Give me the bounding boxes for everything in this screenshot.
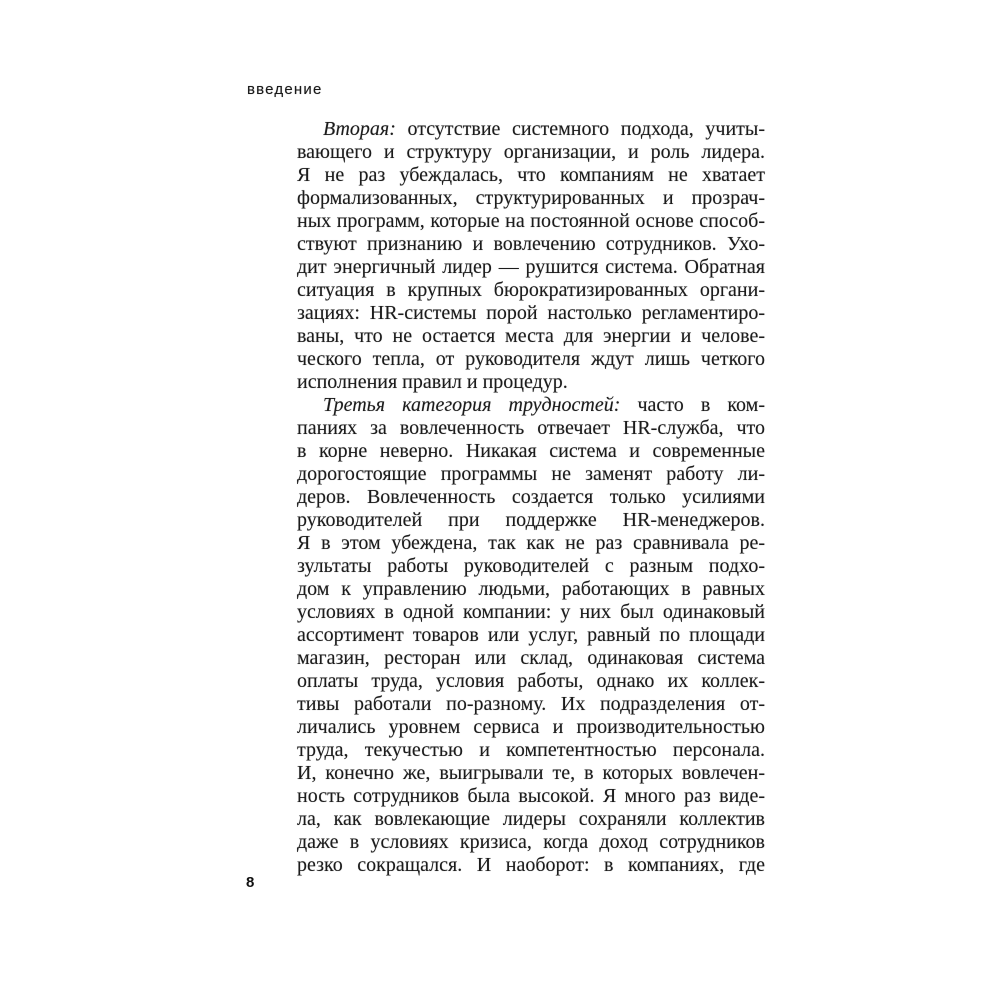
text-line: зациях: HR-системы порой настолько регламентиро- xyxy=(297,302,765,324)
text-line: ассортимент товаров или услуг, равный по площади xyxy=(297,624,765,646)
text-line: ла, как вовлекающие лидеры сохраняли коллектив xyxy=(297,808,765,830)
text-line: исполнения правил и процедур. xyxy=(297,371,568,393)
text-line: тивы работали по-разному. Их подразделения от- xyxy=(297,693,765,715)
text-line: Я в этом убеждена, так как не раз сравнивала ре- xyxy=(297,532,765,554)
text-line: ваны, что не остается места для энергии и челове- xyxy=(297,325,765,347)
text-line: деров. Вовлеченность создается только усилиями xyxy=(297,486,765,508)
text-line: Вторая: отсутствие системного подхода, учиты- xyxy=(323,118,765,140)
paragraph xyxy=(297,394,765,877)
text-line: ситуация в крупных бюрократизированных органи- xyxy=(297,279,765,301)
text-line: зультаты работы руководителей с разным подхо- xyxy=(297,555,765,577)
running-header: введение xyxy=(247,81,323,98)
text-line: вающего и структуру организации, и роль лидера. xyxy=(297,141,765,163)
text-line: труда, текучестью и компетентностью персонала. xyxy=(297,739,765,761)
text-line: ческого тепла, от руководителя ждут лишь четкого xyxy=(297,348,765,370)
text-line: даже в условиях кризиса, когда доход сотрудников xyxy=(297,831,765,853)
text-line: в корне неверно. Никакая система и современные xyxy=(297,440,765,462)
text-line: формализованных, структурированных и прозрач- xyxy=(297,187,765,209)
text-line: паниях за вовлеченность отвечает HR-служба, что xyxy=(297,417,765,439)
paragraph xyxy=(297,118,765,394)
text-line: личались уровнем сервиса и производительностью xyxy=(297,716,765,738)
page-number: 8 xyxy=(246,874,255,891)
text-line: дом к управлению людьми, работающих в равных xyxy=(297,578,765,600)
text-line: резко сокращался. И наоборот: в компаниях, где xyxy=(297,854,765,876)
body-text xyxy=(297,118,765,877)
text-line: Я не раз убеждалась, что компаниям не хватает xyxy=(297,164,765,186)
text-line: дит энергичный лидер — рушится система. Обратная xyxy=(297,256,765,278)
text-line: И, конечно же, выигрывали те, в которых вовлечен- xyxy=(297,762,765,784)
text-line: магазин, ресторан или склад, одинаковая система xyxy=(297,647,765,669)
text-line: дорогостоящие программы не заменят работу ли- xyxy=(297,463,765,485)
text-line: условиях в одной компании: у них был одинаковый xyxy=(297,601,765,623)
lead-italic: Третья категория трудностей: xyxy=(323,394,621,416)
text-line: оплаты труда, условия работы, однако их коллек- xyxy=(297,670,765,692)
text-line: ствуют признанию и вовлечению сотрудников. Ухо- xyxy=(297,233,765,255)
text-line: ность сотрудников была высокой. Я много раз виде- xyxy=(297,785,765,807)
lead-italic: Вторая: xyxy=(323,118,396,140)
text-line: Третья категория трудностей: часто в ком- xyxy=(323,394,765,416)
text-line: руководителей при поддержке HR-менеджеров. xyxy=(297,509,765,531)
text-line: ных программ, которые на постоянной основе способ- xyxy=(297,210,765,232)
